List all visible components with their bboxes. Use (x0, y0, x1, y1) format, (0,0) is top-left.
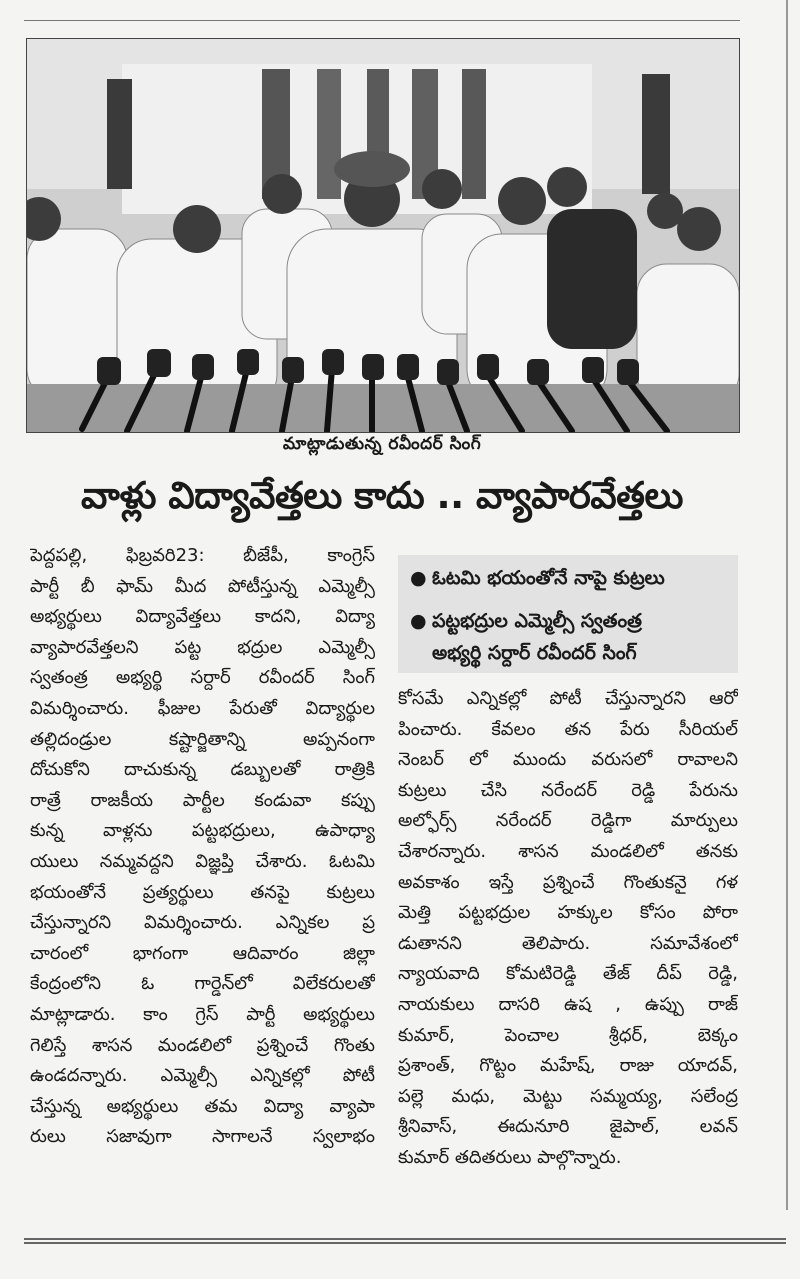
body-line: చేశారన్నారు. శాసన మండలిలో తనకు (398, 840, 738, 862)
body-line: శ్రీనివాస్, ఈదునూరి జైపాల్, లవన్ (398, 1116, 738, 1138)
body-line: కేంద్రంలోని ఓ గార్డెన్‌లో విలేకరులతో (30, 973, 375, 995)
bullet-icon: ● (410, 610, 427, 632)
body-line: గెలిస్తే శాసన మండలిలో ప్రశ్నించే గొంతు (30, 1034, 375, 1056)
body-line: పించారు. కేవలం తన పేరు సీరియల్ (398, 718, 738, 740)
body-line: విమర్శించారు. ఫీజుల పేరుతో విద్యార్థుల (30, 697, 375, 719)
body-line: వ్యాపారవేత్తలని పట్ట భద్రుల ఎమ్మెల్సీ (30, 636, 375, 658)
body-line: అవకాశం ఇస్తే ప్రశ్నించే గొంతుకనై గళ (398, 871, 738, 893)
body-line: చేస్తున్న అభ్యర్థులు తమ విద్యా వ్యాపా (30, 1095, 375, 1117)
column-separator-rule (786, 0, 788, 1210)
article-left-column (30, 541, 375, 1153)
body-line: చేస్తున్నారని విమర్శించారు. ఎన్నికల ప్ర (30, 912, 375, 934)
body-line: మాట్లాడారు. కాం గ్రెస్ పార్టీ అభ్యర్థులు (30, 1003, 375, 1025)
body-line: చారంలో భాగంగా ఆదివారం జిల్లా (30, 942, 375, 964)
body-line: నాయకులు దాసరి ఉష , ఉప్పు రాజ్ (398, 993, 738, 1015)
body-line: కుమార్ తదితరులు పాల్గొన్నారు. (398, 1146, 622, 1168)
body-line: పార్టీ బీ ఫామ్ మీద పోటీస్తున్న ఎమ్మెల్సీ (30, 575, 375, 597)
body-line: పల్లె మధు, మెట్టు సమ్మయ్య, సలేంద్ర (398, 1085, 738, 1107)
top-rule (24, 20, 740, 21)
body-line: అల్ఫోర్స్ నరేందర్ రెడ్డిగా మార్పులు (398, 810, 738, 832)
photo-caption: మాట్లాడుతున్న రవీందర్ సింగ్ (282, 434, 482, 454)
highlight-text-continued: అభ్యర్థి సర్దార్ రవీందర్ సింగ్ (432, 642, 637, 664)
body-line: భయంతోనే ప్రత్యర్థులు తనపై కుట్రలు (30, 881, 375, 903)
body-line: కుట్రలు చేసి నరేందర్ రెడ్డి పేరును (398, 779, 738, 801)
press-meet-photo (26, 38, 740, 433)
body-line: ఉండదన్నారు. ఎమ్మెల్సీ ఎన్నికల్లో పోటీ (30, 1065, 375, 1087)
body-line: స్వతంత్ర అభ్యర్థి సర్దార్ రవీందర్ సింగ్ (30, 667, 375, 689)
photo-illustration (27, 39, 739, 432)
body-line: న్యాయవాది కోమటిరెడ్డి తేజ్ దీప్ రెడ్డి, (398, 963, 738, 985)
article-headline: వాళ్లు విద్యావేత్తలు కాదు .. వ్యాపారవేత్తలు (81, 474, 683, 517)
highlight-text: పట్టభద్రుల ఎమ్మెల్సీ స్వతంత్ర (432, 610, 642, 632)
body-line: అభ్యర్థులు విద్యావేత్తలు కాదని, విద్యా (30, 606, 375, 628)
body-line: పెద్దపల్లి, ఫిబ్రవరి23: బీజేపీ, కాంగ్రెస్ (30, 545, 375, 566)
body-line: కుమార్, పెంచాల శ్రీధర్, బెక్కం (398, 1024, 738, 1046)
body-line: ప్రశాంత్, గొట్టం మహేష్, రాజు యాదవ్, (398, 1055, 738, 1077)
body-line: రాత్రే రాజకీయ పార్టీల కండువా కప్పు (30, 789, 375, 811)
body-line: తల్లిదండ్రుల కష్టార్జితాన్ని అప్పనంగా (30, 728, 375, 750)
bullet-icon: ● (410, 567, 427, 589)
body-line: మెత్తి పట్టభద్రుల హక్కుల కోసం పోరా (398, 902, 738, 924)
body-line: కోసమే ఎన్నికల్లో పోటీ చేస్తున్నారని ఆరో (398, 688, 738, 709)
highlight-item (410, 563, 665, 593)
highlight-text: ఓటమి భయంతోనే నాపై కుట్రలు (432, 567, 665, 589)
body-line: డుతానని తెలిపారు. సమావేశంలో (398, 932, 738, 954)
body-line: రులు సజావుగా సాగాలనే స్వలాభం (30, 1126, 375, 1148)
highlight-item (410, 606, 642, 636)
article-right-column (398, 684, 738, 1174)
body-line: యులు నమ్మవద్దని విజ్ఞప్తి చేశారు. ఓటమి (30, 850, 375, 872)
body-line: కున్న వాళ్లను పట్టభద్రులు, ఉపాధ్యా (30, 820, 375, 842)
bottom-rule (24, 1238, 786, 1244)
body-line: నెంబర్ లో ముందు వరుసలో రావాలని (398, 749, 738, 771)
body-line: దోచుకోని దాచుకున్న డబ్బులతో రాత్రికి (30, 759, 375, 781)
